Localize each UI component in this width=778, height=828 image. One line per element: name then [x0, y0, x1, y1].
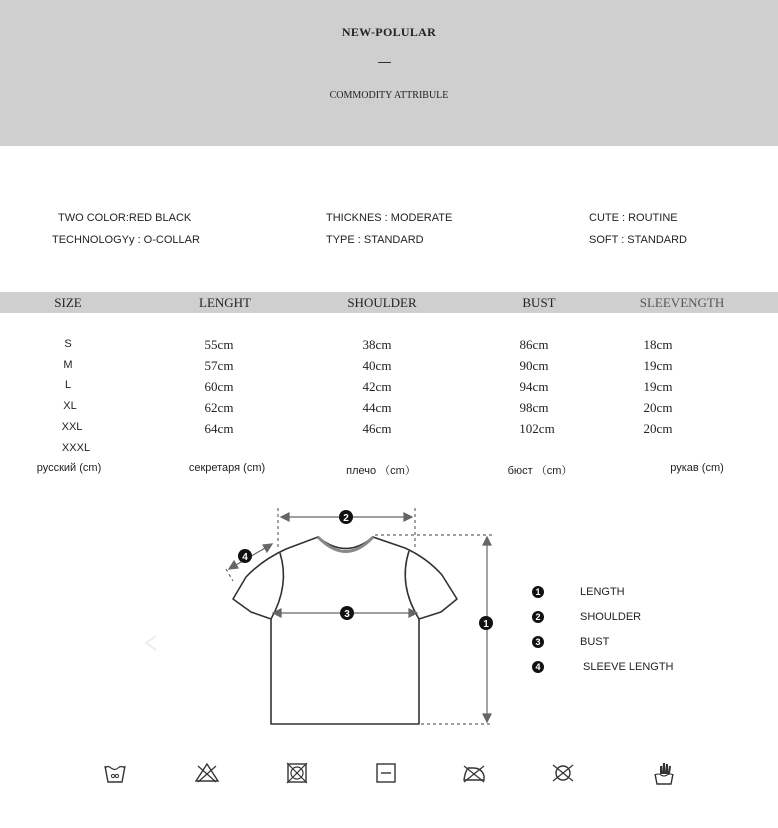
size-cell: XL — [63, 400, 77, 412]
attr-color: TWO COLOR:RED BLACK — [58, 212, 192, 224]
length-cell: 62cm — [204, 400, 234, 415]
bust-cell: 86cm — [519, 337, 549, 352]
no-tumble-dry-icon — [284, 760, 310, 786]
size-cell: L — [64, 379, 72, 391]
marker-1 — [479, 616, 493, 630]
svg-text:2: 2 — [343, 513, 349, 524]
attr-technology: TECHNOLOGYy : O-COLLAR — [52, 234, 200, 246]
legend-marker: 4 — [532, 661, 544, 673]
hand-wash-icon — [651, 760, 677, 786]
legend-marker: 1 — [532, 586, 544, 598]
shoulder-cell: 40cm — [362, 358, 392, 373]
size-cell: XXXL — [61, 442, 91, 454]
col-header-sleeve: SLEEVENGTH — [639, 295, 725, 310]
wash-30-icon — [102, 760, 128, 786]
faint-arrow-icon — [146, 636, 156, 650]
svg-text:3: 3 — [344, 609, 350, 620]
marker-4 — [238, 549, 252, 563]
size-cell: M — [63, 359, 73, 371]
ru-label-size: русский (cm) — [36, 462, 102, 474]
attr-type: TYPE : STANDARD — [326, 234, 424, 246]
length-cell: 64cm — [204, 421, 234, 436]
ru-label-bust: бюст （cm） — [507, 465, 573, 477]
sleeve-cell: 18cm — [643, 337, 673, 352]
ru-label-length: секретаря (cm) — [188, 462, 266, 474]
length-cell: 57cm — [204, 358, 234, 373]
no-dry-clean-icon — [550, 760, 576, 786]
marker-3 — [340, 606, 354, 620]
legend-label: BUST — [580, 636, 610, 648]
bust-cell: 102cm — [519, 421, 555, 436]
attr-thickness: THICKNES : MODERATE — [326, 212, 453, 224]
length-cell: 55cm — [204, 337, 234, 352]
legend-marker: 3 — [532, 636, 544, 648]
attr-soft: SOFT : STANDARD — [589, 234, 687, 246]
legend-marker: 2 — [532, 611, 544, 623]
bust-cell: 94cm — [519, 379, 549, 394]
ru-label-shoulder: плечо （cm） — [346, 465, 416, 477]
no-bleach-icon — [194, 760, 220, 786]
svg-text:4: 4 — [242, 552, 248, 563]
shoulder-cell: 44cm — [362, 400, 392, 415]
bust-cell: 90cm — [519, 358, 549, 373]
col-header-shoulder: SHOULDER — [347, 295, 417, 310]
svg-text:1: 1 — [483, 619, 489, 630]
page-subtitle: COMMODITY ATTRIBULE — [329, 90, 449, 101]
sleeve-cell: 20cm — [643, 400, 673, 415]
length-cell: 60cm — [204, 379, 234, 394]
marker-2 — [339, 510, 353, 524]
shoulder-cell: 46cm — [362, 421, 392, 436]
tshirt-outline — [233, 537, 457, 724]
sleeve-cell: 19cm — [643, 379, 673, 394]
bust-cell: 98cm — [519, 400, 549, 415]
shoulder-cell: 42cm — [362, 379, 392, 394]
sleeve-cell: 19cm — [643, 358, 673, 373]
attr-cut: CUTE : ROUTINE — [589, 212, 678, 224]
col-header-length: LENGHT — [199, 295, 251, 310]
legend-label: SLEEVE LENGTH — [583, 661, 674, 673]
flat-dry-icon — [373, 760, 399, 786]
size-cell: S — [64, 338, 72, 350]
no-iron-icon — [461, 760, 487, 786]
page-title: NEW-POLULAR — [341, 25, 437, 39]
legend-label: LENGTH — [580, 586, 625, 598]
legend-label: SHOULDER — [580, 611, 642, 623]
shoulder-cell: 38cm — [362, 337, 392, 352]
sleeve-cell: 20cm — [643, 421, 673, 436]
col-header-bust: BUST — [522, 295, 556, 310]
ru-label-sleeve: рукав (cm) — [670, 462, 724, 474]
col-header-size: SIZE — [54, 295, 82, 310]
size-cell: XXL — [61, 421, 83, 433]
